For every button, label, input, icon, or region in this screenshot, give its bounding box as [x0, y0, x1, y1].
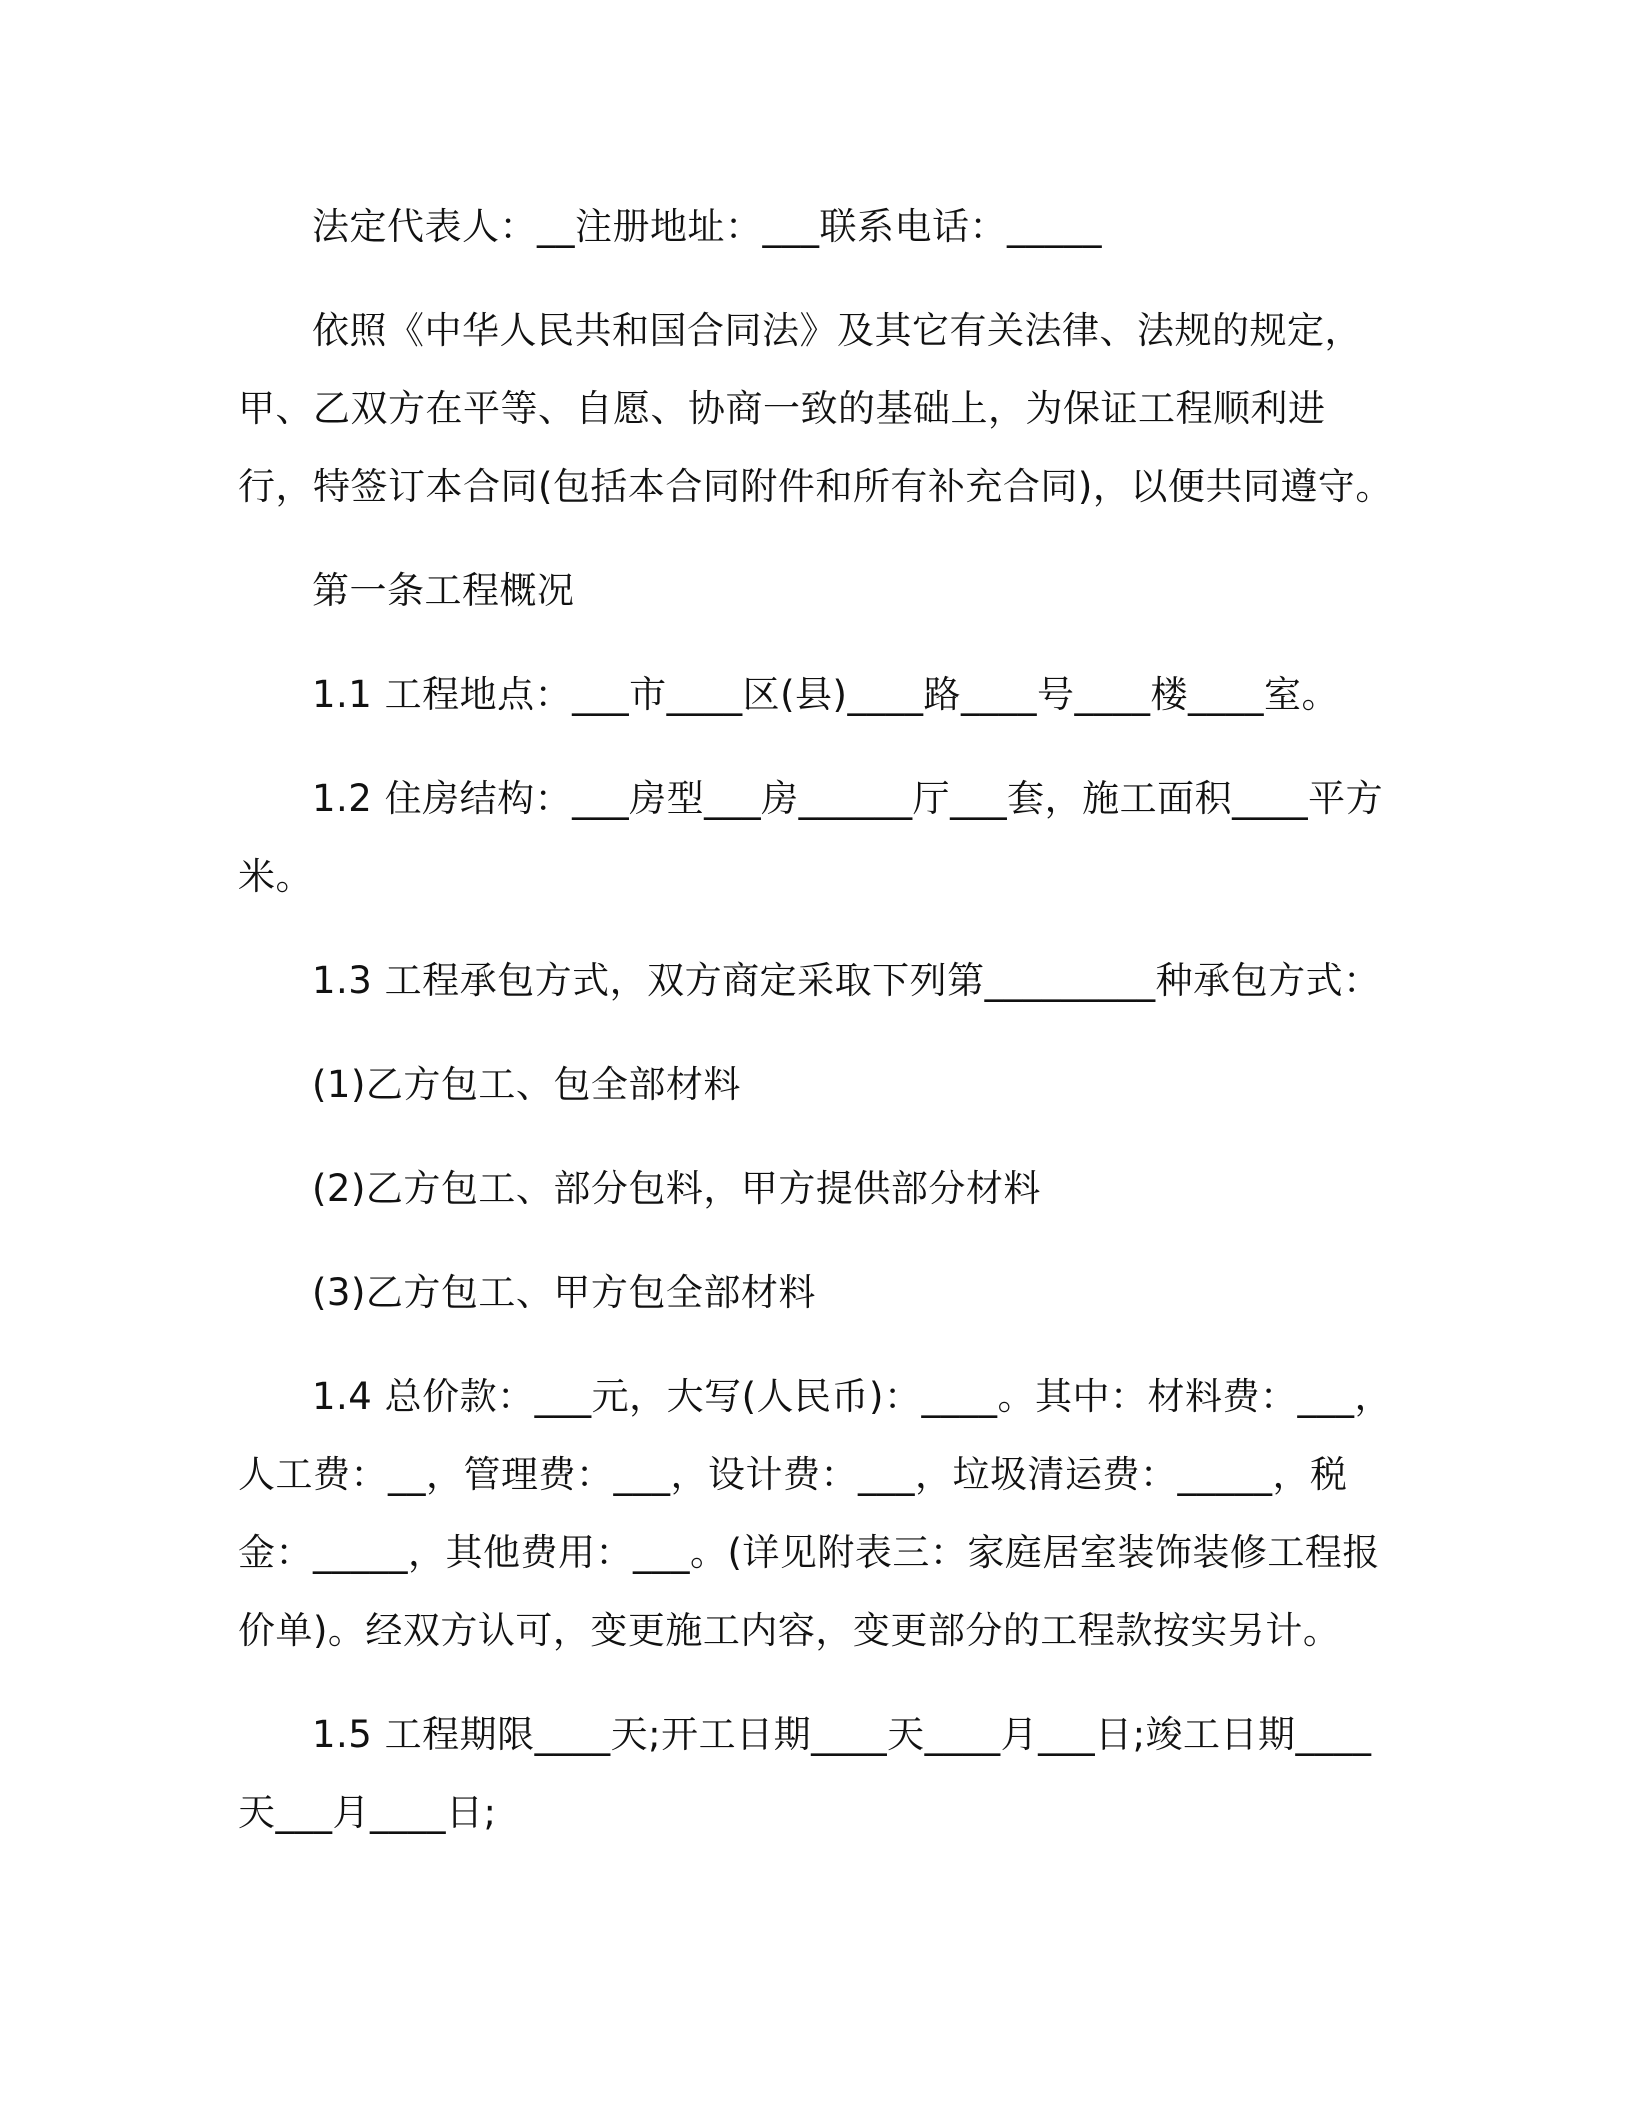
contract-method-option-1: (1)乙方包工、包全部材料: [312, 1063, 741, 1106]
contract-method-option-3: (3)乙方包工、甲方包全部材料: [312, 1271, 816, 1314]
clause-1-1-location: 1.1 工程地点：___市____区(县)____路____号____楼____室。: [312, 673, 1339, 716]
clause-1-5-duration: 1.5 工程期限____天;开工日期____天____月___日;竣工日期____天___月____日;: [238, 1713, 1372, 1834]
legal-representative-line: 法定代表人：__注册地址：___联系电话：_____: [312, 205, 1102, 248]
document-body: [238, 188, 1398, 1878]
clause-1-2-structure: 1.2 住房结构：___房型___房______厅___套，施工面积____平方米。: [238, 777, 1384, 898]
contract-preamble: 依照《中华人民共和国合同法》及其它有关法律、法规的规定，甲、乙双方在平等、自愿、协商一致的基础上，为保证工程顺利进行，特签订本合同(包括本合同附件和所有补充合同)，以便共同遵守。: [238, 309, 1393, 508]
article-one-heading: 第一条工程概况: [312, 569, 575, 612]
clause-1-4-total-price: 1.4 总价款：___元，大写(人民币)：____。其中：材料费：___，人工费：__，管理费：___，设计费：___，垃圾清运费：_____，税金：_____，其他费用：___。(详见附表三：家庭居室装饰装修工程报价单)。经双方认可，变更施工内容，变更部分的工程款按实另计。: [238, 1375, 1392, 1652]
contract-method-option-2: (2)乙方包工、部分包料，甲方提供部分材料: [312, 1167, 1041, 1210]
clause-1-3-contract-method: 1.3 工程承包方式，双方商定采取下列第_________种承包方式：: [312, 959, 1381, 1002]
